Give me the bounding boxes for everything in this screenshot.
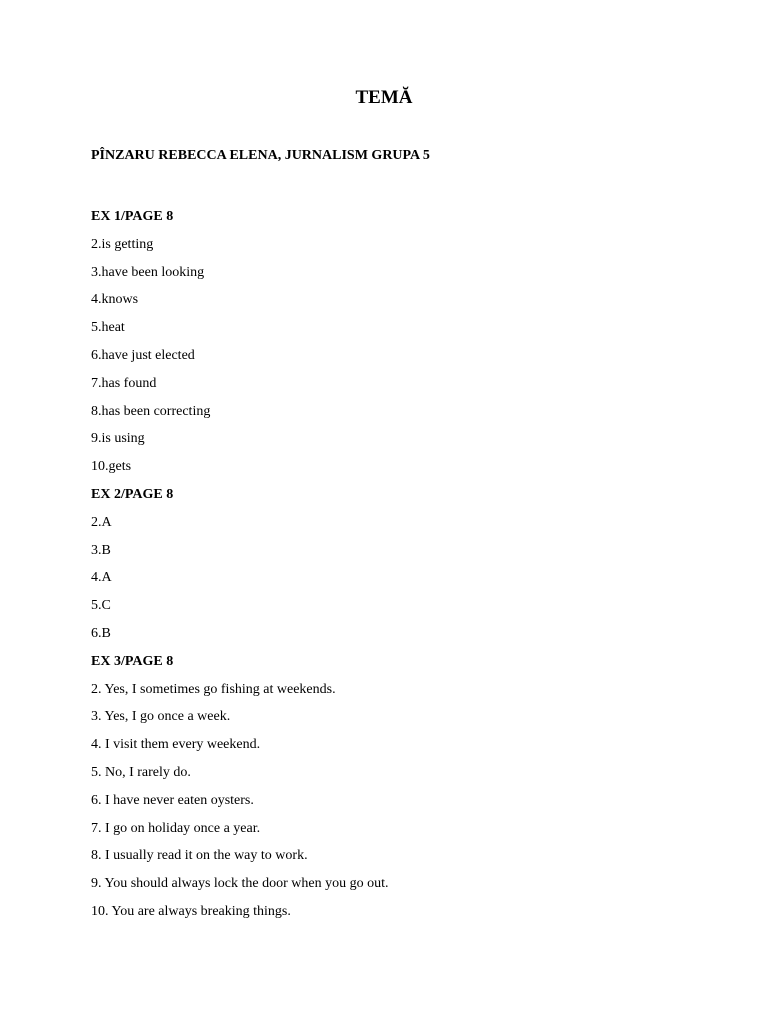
answer-line: 2.A xyxy=(91,514,112,530)
answer-line: 2.is getting xyxy=(91,236,154,252)
answer-line: 4.knows xyxy=(91,292,139,308)
answer-list xyxy=(91,207,389,930)
answer-line: 9. You should always lock the door when you go out. xyxy=(91,876,389,892)
answer-line: 10. You are always breaking things. xyxy=(91,903,291,919)
answer-line: 6.have just elected xyxy=(91,347,195,363)
answer-line: 4.A xyxy=(91,570,112,586)
answer-line: 8. I usually read it on the way to work. xyxy=(91,848,308,864)
answer-line: 5. No, I rarely do. xyxy=(91,764,191,780)
answer-line: 3.B xyxy=(91,542,111,558)
answer-line: 6. I have never eaten oysters. xyxy=(91,792,254,808)
document-title: TEMĂ xyxy=(355,87,413,108)
answer-line: 3. Yes, I go once a week. xyxy=(91,709,231,725)
author-line: PÎNZARU REBECCA ELENA, JURNALISM GRUPA 5 xyxy=(91,148,430,163)
answer-line: 7. I go on holiday once a year. xyxy=(91,820,261,836)
answer-line: 5.C xyxy=(91,598,111,614)
answer-line: 2. Yes, I sometimes go fishing at weekends. xyxy=(91,681,336,697)
answer-line: 3.have been looking xyxy=(91,264,205,280)
exercise-heading: EX 1/PAGE 8 xyxy=(91,209,174,224)
exercise-heading: EX 3/PAGE 8 xyxy=(91,653,174,669)
answer-line: 9.is using xyxy=(91,431,145,447)
answer-line: 5.heat xyxy=(91,320,125,336)
answer-line: 7.has found xyxy=(91,375,157,391)
answer-line: 4. I visit them every weekend. xyxy=(91,737,261,753)
answer-line: 8.has been correcting xyxy=(91,403,211,419)
exercise-heading: EX 2/PAGE 8 xyxy=(91,486,174,502)
answer-line: 6.B xyxy=(91,625,111,641)
answer-line: 10.gets xyxy=(91,459,132,475)
